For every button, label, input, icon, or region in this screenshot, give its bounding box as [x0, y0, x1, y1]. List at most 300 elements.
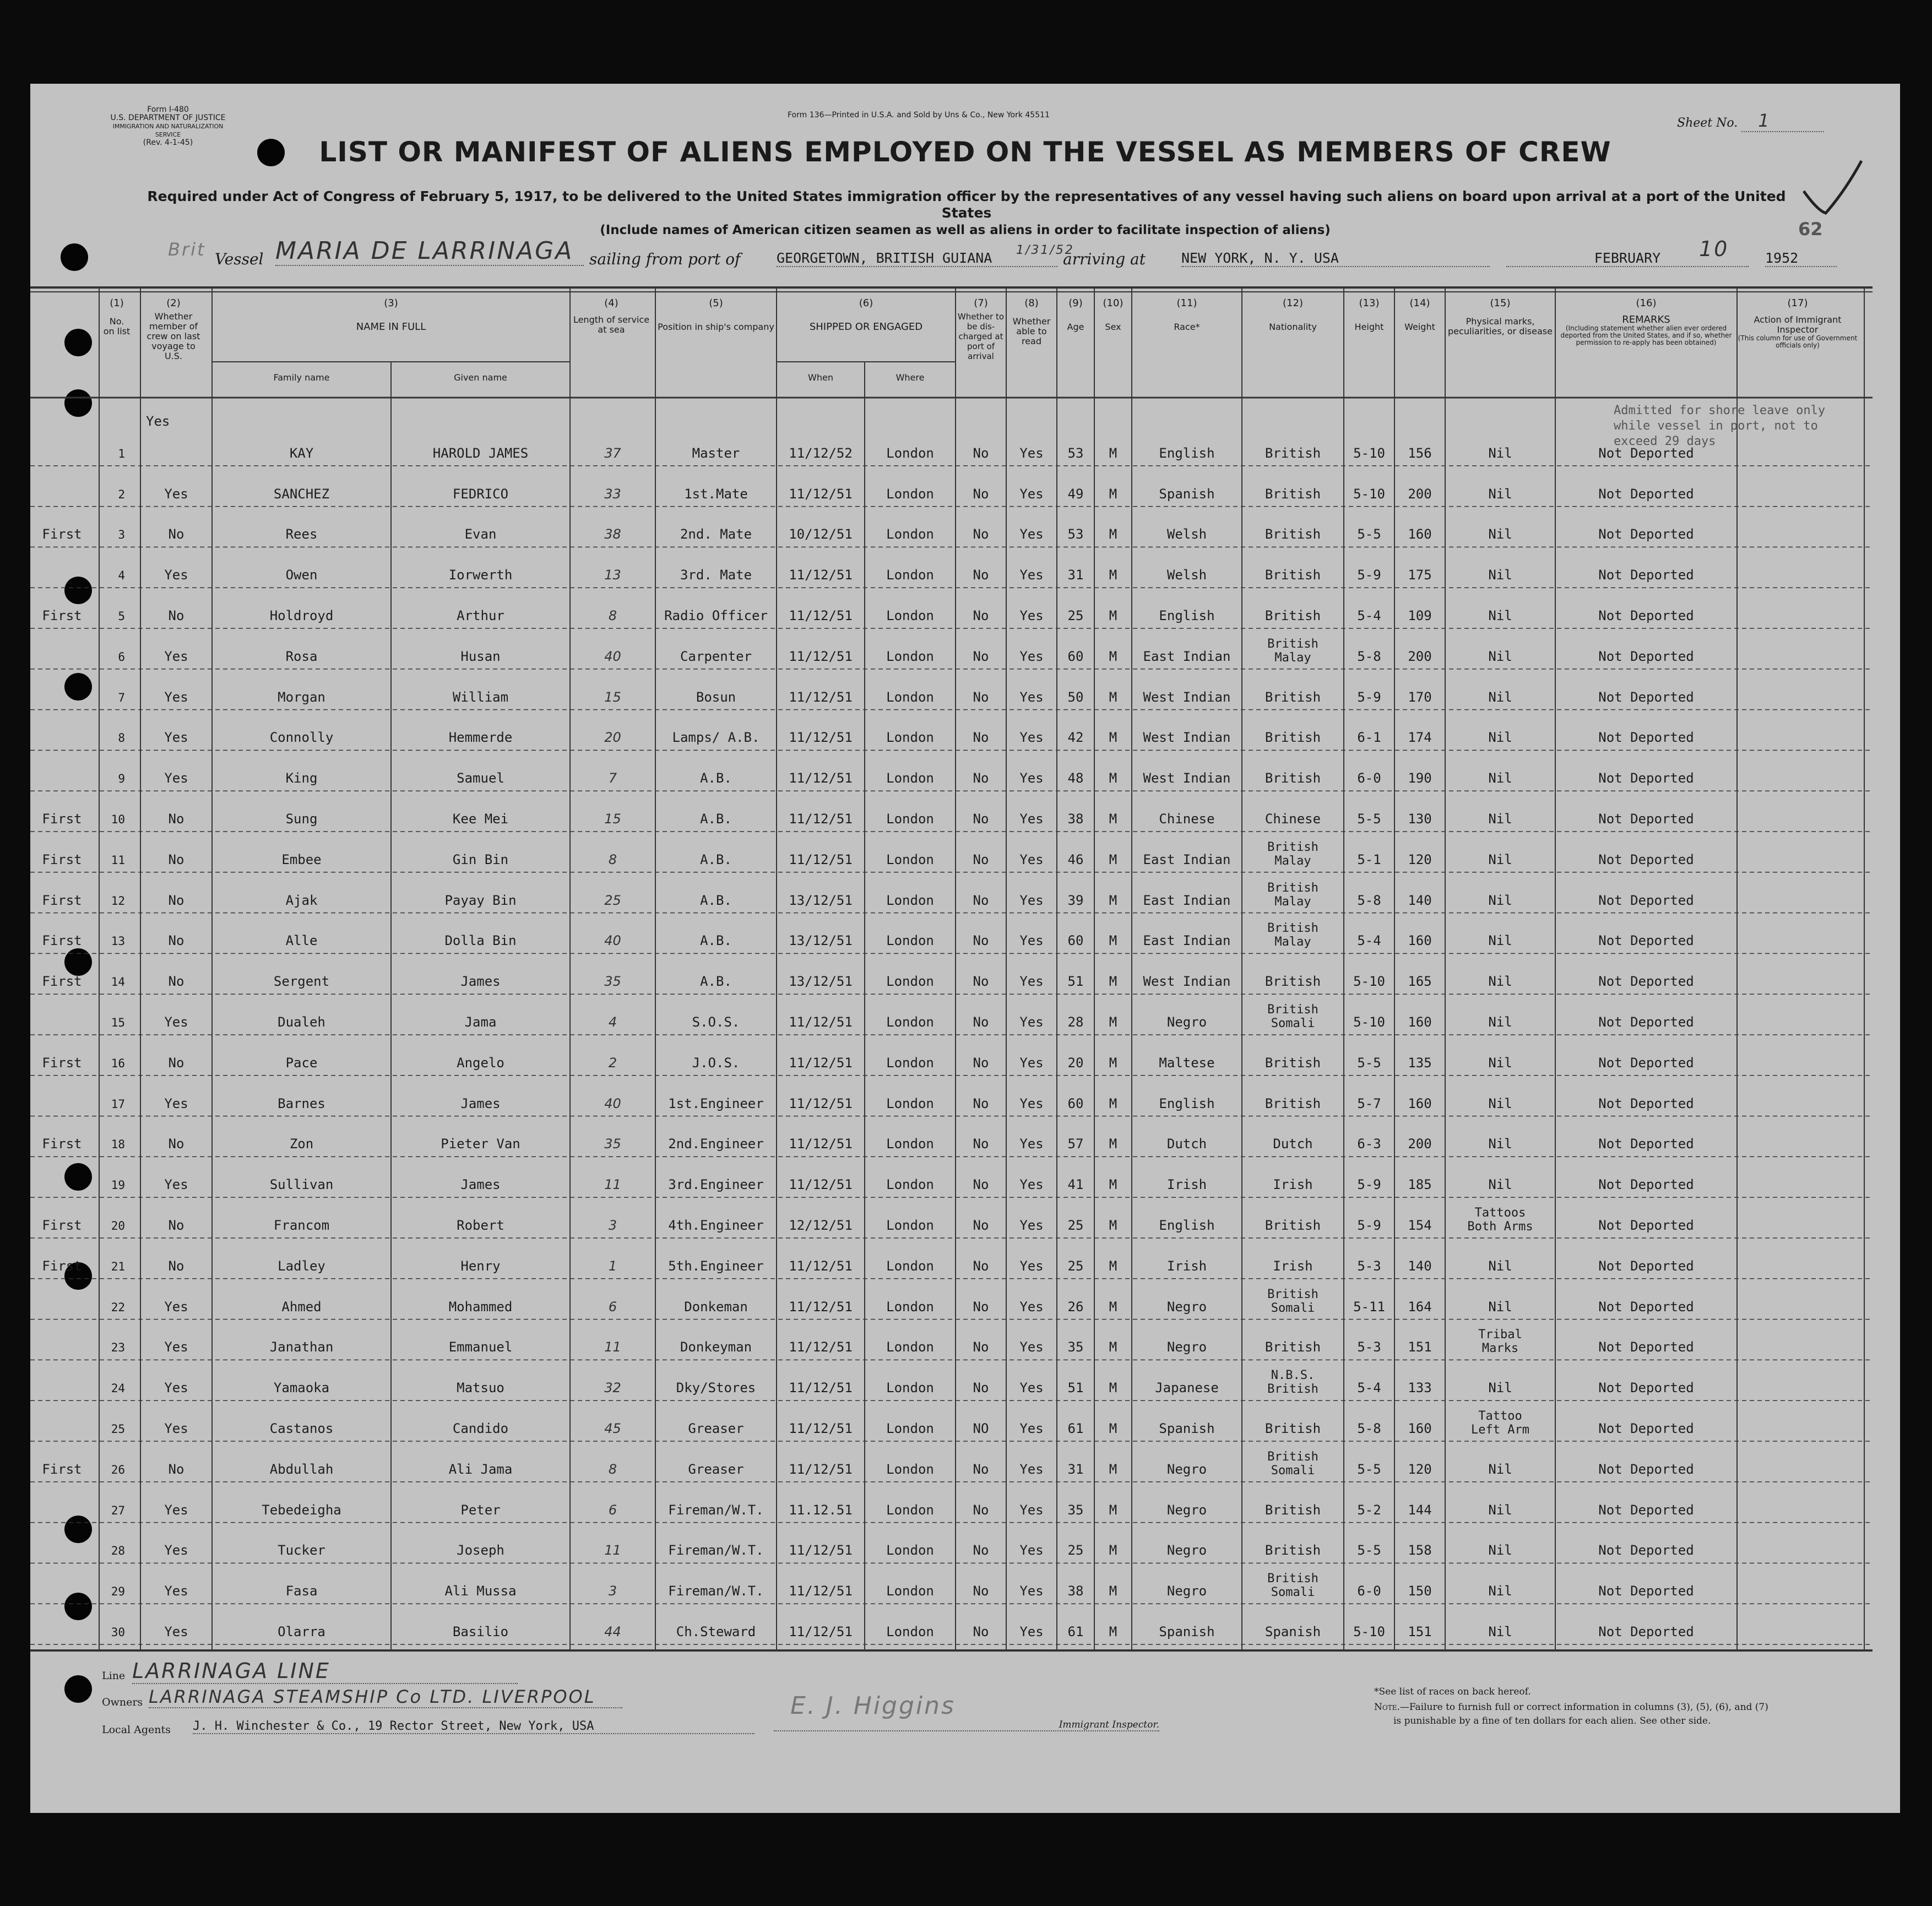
cell-where: London: [886, 1380, 934, 1396]
cell-when: 11/12/51: [789, 1461, 853, 1477]
cell-mark: First: [42, 1218, 82, 1233]
cell-crew: No: [168, 1218, 184, 1233]
cell-crew: Yes: [164, 1583, 188, 1599]
header-col6-number: (6): [859, 297, 873, 309]
row-number: 3: [118, 528, 125, 542]
row-number: 22: [111, 1300, 125, 1314]
cell-race: Chinese: [1159, 811, 1215, 827]
cell-where: London: [886, 1502, 934, 1518]
cell-height: 5-5: [1357, 1461, 1381, 1477]
arrival-month: FEBRUARY: [1506, 250, 1749, 267]
cell-sex: M: [1109, 1136, 1117, 1152]
cell-read: Yes: [1019, 1380, 1044, 1396]
cell-position: 3rd.Engineer: [668, 1177, 764, 1193]
cell-given: Jama: [464, 1014, 497, 1030]
cell-when: 11.12.51: [789, 1502, 853, 1518]
cell-weight: 160: [1408, 526, 1432, 542]
cell-family: Francom: [273, 1218, 330, 1233]
cell-weight: 150: [1408, 1583, 1432, 1599]
cell-dis: No: [973, 933, 989, 949]
cell-weight: 140: [1408, 892, 1432, 908]
cell-age: 31: [1067, 567, 1084, 583]
cell-nat: British: [1265, 445, 1321, 461]
cell-weight: 160: [1408, 933, 1432, 949]
cell-weight: 154: [1408, 1218, 1432, 1233]
cell-crew: Yes: [164, 1624, 188, 1639]
cell-nat: Spanish: [1265, 1624, 1321, 1639]
cell-read: Yes: [1019, 851, 1044, 867]
cell-where: London: [886, 648, 934, 664]
department-name: U.S. DEPARTMENT OF JUSTICE: [110, 113, 226, 122]
cell-remarks: Not Deported: [1598, 1095, 1694, 1111]
cell-read: Yes: [1019, 1583, 1044, 1599]
header-col16-number: (16): [1636, 297, 1657, 309]
cell-age: 39: [1067, 892, 1084, 908]
cell-marks: Nil: [1488, 1299, 1512, 1315]
cell-where: London: [886, 1543, 934, 1559]
cell-service: 37: [604, 445, 621, 461]
cell-remarks: Not Deported: [1598, 811, 1694, 827]
cell-height: 5-11: [1353, 1299, 1385, 1315]
cell-given: Robert: [457, 1218, 504, 1233]
cell-when: 11/12/51: [789, 1583, 853, 1599]
cell-crew: Yes: [164, 689, 188, 705]
cell-service: 44: [604, 1624, 621, 1639]
header-col16: REMARKS: [1622, 314, 1670, 325]
cell-sex: M: [1109, 933, 1117, 949]
cell-given: Joseph: [457, 1543, 504, 1559]
cell-read: Yes: [1019, 1136, 1044, 1152]
header-col4-number: (4): [604, 297, 618, 309]
cell-crew: No: [168, 1136, 184, 1152]
cell-crew: No: [168, 608, 184, 623]
cell-family: Olarra: [278, 1624, 325, 1639]
cell-age: 60: [1067, 1095, 1084, 1111]
header-col2: Whether member of crew on last voyage to U.S.: [146, 311, 200, 361]
cell-service: 3: [608, 1218, 617, 1233]
cell-remarks: Not Deported: [1598, 1461, 1694, 1477]
cell-race: English: [1159, 608, 1215, 623]
cell-given: James: [460, 974, 501, 990]
cell-given: Angelo: [457, 1055, 504, 1071]
cell-when: 11/12/51: [789, 1136, 853, 1152]
cell-race: Negro: [1166, 1502, 1207, 1518]
cell-where: London: [886, 1421, 934, 1436]
cell-position: J.O.S.: [692, 1055, 740, 1071]
cell-age: 51: [1067, 974, 1084, 990]
cell-position: Bosun: [696, 689, 736, 705]
row-number: 11: [111, 853, 125, 867]
cell-height: 5-1: [1357, 851, 1381, 867]
cell-mark: First: [42, 1461, 82, 1477]
row-number: 21: [111, 1259, 125, 1273]
cell-given: Kee Mei: [452, 811, 509, 827]
cell-position: S.O.S.: [692, 1014, 740, 1030]
cell-remarks: Not Deported: [1598, 730, 1694, 746]
cell-crew: No: [168, 1258, 184, 1274]
cell-family: Abdullah: [269, 1461, 334, 1477]
row-number: 23: [111, 1341, 125, 1355]
row-number: 9: [118, 772, 125, 786]
cell-marks: Nil: [1488, 851, 1512, 867]
cell-service: 11: [604, 1339, 621, 1355]
cell-service: 35: [604, 974, 621, 990]
row-number: 15: [111, 1016, 125, 1029]
header-given-name: Given name: [454, 372, 507, 383]
header-col1: No. on list: [103, 316, 131, 336]
cell-position: 2nd.Engineer: [668, 1136, 764, 1152]
cell-age: 25: [1067, 1258, 1084, 1274]
cell-when: 13/12/51: [789, 892, 853, 908]
cell-remarks: Not Deported: [1598, 1421, 1694, 1436]
cell-weight: 160: [1408, 1014, 1432, 1030]
cell-nat: British: [1265, 1421, 1321, 1436]
cell-remarks: Not Deported: [1598, 486, 1694, 502]
cell-position: A.B.: [700, 892, 732, 908]
cell-weight: 144: [1408, 1502, 1432, 1518]
cell-marks: Tattoos Both Arms: [1467, 1206, 1533, 1234]
cell-remarks: Not Deported: [1598, 1218, 1694, 1233]
cell-service: 2: [608, 1055, 617, 1071]
row-number: 14: [111, 975, 125, 989]
cell-marks: Nil: [1488, 567, 1512, 583]
cell-age: 20: [1067, 1055, 1084, 1071]
cell-position: 3rd. Mate: [680, 567, 752, 583]
cell-dis: No: [973, 730, 989, 746]
cell-sex: M: [1109, 445, 1117, 461]
cell-read: Yes: [1019, 1258, 1044, 1274]
cell-when: 11/12/51: [789, 648, 853, 664]
cell-service: 6: [608, 1299, 617, 1315]
cell-race: Spanish: [1159, 1624, 1215, 1639]
cell-dis: No: [973, 892, 989, 908]
cell-sex: M: [1109, 1461, 1117, 1477]
cell-crew: No: [168, 526, 184, 542]
cell-sex: M: [1109, 1218, 1117, 1233]
cell-sex: M: [1109, 811, 1117, 827]
cell-family: Sung: [285, 811, 318, 827]
cell-position: Greaser: [688, 1421, 744, 1436]
cell-family: Connolly: [269, 730, 334, 746]
header-col3: NAME IN FULL: [356, 321, 426, 333]
cell-dis: No: [973, 1502, 989, 1518]
cell-race: Maltese: [1159, 1055, 1215, 1071]
cell-marks: Nil: [1488, 1136, 1512, 1152]
header-col13-number: (13): [1359, 297, 1380, 309]
cell-where: London: [886, 1461, 934, 1477]
page-title: LIST OR MANIFEST OF ALIENS EMPLOYED ON THE VESSEL AS MEMBERS OF CREW: [319, 136, 1611, 168]
cell-weight: 160: [1408, 1095, 1432, 1111]
cell-crew: Yes: [164, 1380, 188, 1396]
cell-when: 11/12/51: [789, 1380, 853, 1396]
arrival-day: 10: [1699, 237, 1729, 261]
header-col11-number: (11): [1176, 297, 1197, 309]
cell-family: Ahmed: [281, 1299, 322, 1315]
cell-read: Yes: [1019, 974, 1044, 990]
cell-age: 25: [1067, 608, 1084, 623]
cell-position: 2nd. Mate: [680, 526, 752, 542]
cell-family: Morgan: [278, 689, 325, 705]
header-col15-number: (15): [1490, 297, 1511, 309]
cell-race: Welsh: [1166, 526, 1207, 542]
cell-nat: British Malay: [1267, 637, 1318, 665]
cell-dis: No: [973, 1055, 989, 1071]
cell-position: A.B.: [700, 933, 732, 949]
cell-given: James: [460, 1095, 501, 1111]
cell-age: 35: [1067, 1339, 1084, 1355]
cell-family: Tucker: [278, 1543, 325, 1559]
arriving-label: arriving at: [1063, 250, 1146, 268]
cell-where: London: [886, 1177, 934, 1193]
cell-weight: 140: [1408, 1258, 1432, 1274]
cell-marks: Nil: [1488, 1258, 1512, 1274]
cell-crew: Yes: [164, 1177, 188, 1193]
cell-marks: Nil: [1488, 445, 1512, 461]
cell-when: 11/12/51: [789, 1543, 853, 1559]
cell-given: HAROLD JAMES: [432, 445, 529, 461]
header-when: When: [808, 372, 833, 383]
cell-where: London: [886, 486, 934, 502]
cell-position: A.B.: [700, 851, 732, 867]
cell-service: 40: [604, 1095, 621, 1111]
page-subtitle: Required under Act of Congress of February 5, 1917, to be delivered to the United States immigration officer by the representatives of any vessel having such aliens on board upon arrival at a port of the United States: [147, 188, 1786, 221]
cell-remarks: Not Deported: [1598, 1380, 1694, 1396]
cell-remarks: Not Deported: [1598, 1583, 1694, 1599]
cell-marks: Nil: [1488, 1624, 1512, 1639]
cell-family: SANCHEZ: [273, 486, 330, 502]
cell-weight: 190: [1408, 770, 1432, 786]
cell-sex: M: [1109, 1258, 1117, 1274]
cell-weight: 109: [1408, 608, 1432, 623]
cell-read: Yes: [1019, 892, 1044, 908]
cell-marks: Nil: [1488, 486, 1512, 502]
row-number: 20: [111, 1219, 125, 1232]
cell-age: 60: [1067, 933, 1084, 949]
cell-age: 38: [1067, 811, 1084, 827]
cell-age: 28: [1067, 1014, 1084, 1030]
cell-nat: Irish: [1273, 1258, 1313, 1274]
cell-family: Ajak: [285, 892, 318, 908]
cell-sex: M: [1109, 1299, 1117, 1315]
cell-when: 11/12/51: [789, 770, 853, 786]
row-number: 5: [118, 610, 125, 623]
cell-service: 11: [604, 1543, 621, 1559]
cell-when: 11/12/51: [789, 1055, 853, 1071]
cell-crew: No: [168, 811, 184, 827]
cell-mark: First: [42, 851, 82, 867]
cell-remarks: Not Deported: [1598, 689, 1694, 705]
row-number: 19: [111, 1179, 125, 1192]
cell-nat: N.B.S. British: [1267, 1369, 1318, 1397]
cell-height: 5-5: [1357, 1543, 1381, 1559]
cell-marks: Nil: [1488, 689, 1512, 705]
cell-sex: M: [1109, 730, 1117, 746]
cell-height: 6-0: [1357, 1583, 1381, 1599]
cell-given: Ali Jama: [448, 1461, 513, 1477]
cell-given: Henry: [460, 1258, 501, 1274]
cell-family: Rees: [285, 526, 318, 542]
cell-crew: Yes: [164, 1014, 188, 1030]
cell-where: London: [886, 974, 934, 990]
header-col7: Whether to be dis-charged at port of arrival: [957, 312, 1005, 361]
cell-remarks: Not Deported: [1598, 1177, 1694, 1193]
cell-read: Yes: [1019, 1095, 1044, 1111]
header-col2-number: (2): [166, 297, 181, 309]
cell-sex: M: [1109, 1177, 1117, 1193]
cell-given: FEDRICO: [452, 486, 509, 502]
cell-where: London: [886, 851, 934, 867]
cell-when: 11/12/51: [789, 1177, 853, 1193]
cell-sex: M: [1109, 1502, 1117, 1518]
cell-race: Negro: [1166, 1014, 1207, 1030]
cell-where: London: [886, 1218, 934, 1233]
line-value: LARRINAGA LINE: [132, 1659, 518, 1684]
cell-sex: M: [1109, 1095, 1117, 1111]
races-note: *See list of races on back hereof.: [1374, 1686, 1531, 1697]
cell-marks: Tattoo Left Arm: [1471, 1409, 1529, 1437]
cell-height: 5-9: [1357, 1177, 1381, 1193]
cell-remarks: Not Deported: [1598, 526, 1694, 542]
cell-when: 11/12/51: [789, 811, 853, 827]
row-number: 12: [111, 894, 125, 908]
cell-given: Pieter Van: [441, 1136, 520, 1152]
cell-dis: No: [973, 567, 989, 583]
cell-crew: No: [168, 892, 184, 908]
cell-remarks: Not Deported: [1598, 892, 1694, 908]
header-col9: Age: [1067, 322, 1084, 332]
cell-weight: 151: [1408, 1624, 1432, 1639]
cell-crew: Yes: [164, 1299, 188, 1315]
cell-age: 53: [1067, 445, 1084, 461]
shore-leave-annotation: Admitted for shore leave only while vessel in port, not to exceed 29 days: [1614, 404, 1826, 448]
cell-dis: No: [973, 1299, 989, 1315]
form-id: Form I-480: [147, 105, 189, 114]
cell-service: 6: [608, 1502, 617, 1518]
cell-weight: 164: [1408, 1299, 1432, 1315]
header-family-name: Family name: [273, 372, 330, 383]
cell-race: Negro: [1166, 1299, 1207, 1315]
cell-crew: Yes: [164, 567, 188, 583]
cell-height: 5-10: [1353, 1624, 1385, 1639]
cell-where: London: [886, 730, 934, 746]
cell-marks: Nil: [1488, 892, 1512, 908]
cell-family: Barnes: [278, 1095, 325, 1111]
cell-family: Ladley: [278, 1258, 325, 1274]
cell-race: Japanese: [1155, 1380, 1219, 1396]
cell-nat: British: [1265, 974, 1321, 990]
header-col5-number: (5): [709, 297, 723, 309]
row-number: 29: [111, 1585, 125, 1599]
cell-when: 11/12/51: [789, 1421, 853, 1436]
cell-marks: Nil: [1488, 1583, 1512, 1599]
cell-read: Yes: [1019, 1624, 1044, 1639]
cell-nat: British: [1265, 730, 1321, 746]
port-from-note: 1/31/52: [1016, 243, 1074, 257]
cell-service: 1: [608, 1258, 617, 1274]
cell-dis: No: [973, 445, 989, 461]
header-where: Where: [896, 372, 925, 383]
cell-given: Iorwerth: [448, 567, 513, 583]
cell-service: 8: [608, 851, 617, 867]
cell-mark: First: [42, 608, 82, 623]
cell-service: 11: [604, 1177, 621, 1193]
cell-position: Donkeman: [684, 1299, 748, 1315]
cell-family: Fasa: [285, 1583, 318, 1599]
cell-sex: M: [1109, 974, 1117, 990]
cell-crew: Yes: [164, 1339, 188, 1355]
cell-marks: Nil: [1488, 811, 1512, 827]
cell-given: Matsuo: [457, 1380, 504, 1396]
cell-read: Yes: [1019, 1502, 1044, 1518]
cell-dis: No: [973, 1177, 989, 1193]
cell-where: London: [886, 567, 934, 583]
cell-nat: British: [1265, 689, 1321, 705]
cell-read: Yes: [1019, 1299, 1044, 1315]
header-col16-note: (Including statement whether alien ever ordered deported from the United States, and if so, whether permission to re-apply has been obtained): [1560, 324, 1732, 346]
cell-nat: British: [1265, 1055, 1321, 1071]
header-col17-number: (17): [1787, 297, 1808, 309]
cell-dis: No: [973, 526, 989, 542]
cell-family: King: [285, 770, 318, 786]
cell-race: Negro: [1166, 1543, 1207, 1559]
cell-where: London: [886, 445, 934, 461]
cell-service: 25: [604, 892, 621, 908]
header-col3-number: (3): [384, 297, 398, 309]
cell-weight: 130: [1408, 811, 1432, 827]
cell-when: 11/12/51: [789, 730, 853, 746]
cell-age: 50: [1067, 689, 1084, 705]
header-col1-number: (1): [110, 297, 124, 309]
header-col13: Height: [1354, 322, 1384, 332]
cell-read: Yes: [1019, 1177, 1044, 1193]
cell-position: Greaser: [688, 1461, 744, 1477]
row-number: 7: [118, 691, 125, 704]
cell-weight: 120: [1408, 1461, 1432, 1477]
cell-where: London: [886, 1055, 934, 1071]
cell-dis: NO: [973, 1421, 989, 1436]
cell-sex: M: [1109, 689, 1117, 705]
cell-nat: British Malay: [1267, 921, 1318, 949]
row-number: 28: [111, 1544, 125, 1558]
cell-read: Yes: [1019, 1339, 1044, 1355]
cell-height: 5-5: [1357, 1055, 1381, 1071]
cell-read: Yes: [1019, 1055, 1044, 1071]
cell-given: Evan: [464, 526, 497, 542]
cell-age: 41: [1067, 1177, 1084, 1193]
cell-nat: Chinese: [1265, 811, 1321, 827]
cell-given: Candido: [452, 1421, 509, 1436]
cell-crew: Yes: [164, 1421, 188, 1436]
cell-nat: British Somali: [1267, 1287, 1318, 1315]
cell-sex: M: [1109, 1583, 1117, 1599]
owners-value: LARRINAGA STEAMSHIP Co LTD. LIVERPOOL: [149, 1686, 622, 1708]
cell-family: Zon: [289, 1136, 314, 1152]
page-mark: 62: [1798, 219, 1823, 240]
cell-read: Yes: [1019, 1461, 1044, 1477]
cell-nat: British Somali: [1267, 1572, 1318, 1600]
cell-height: 6-1: [1357, 730, 1381, 746]
cell-marks: Nil: [1488, 933, 1512, 949]
cell-read: Yes: [1019, 486, 1044, 502]
row-number: 26: [111, 1463, 125, 1476]
cell-nat: British: [1265, 486, 1321, 502]
cell-mark: First: [42, 892, 82, 908]
cell-height: 5-4: [1357, 608, 1381, 623]
cell-remarks: Not Deported: [1598, 1543, 1694, 1559]
cell-nat: British: [1265, 1095, 1321, 1111]
cell-given: Husan: [460, 648, 501, 664]
cell-mark: First: [42, 1055, 82, 1071]
